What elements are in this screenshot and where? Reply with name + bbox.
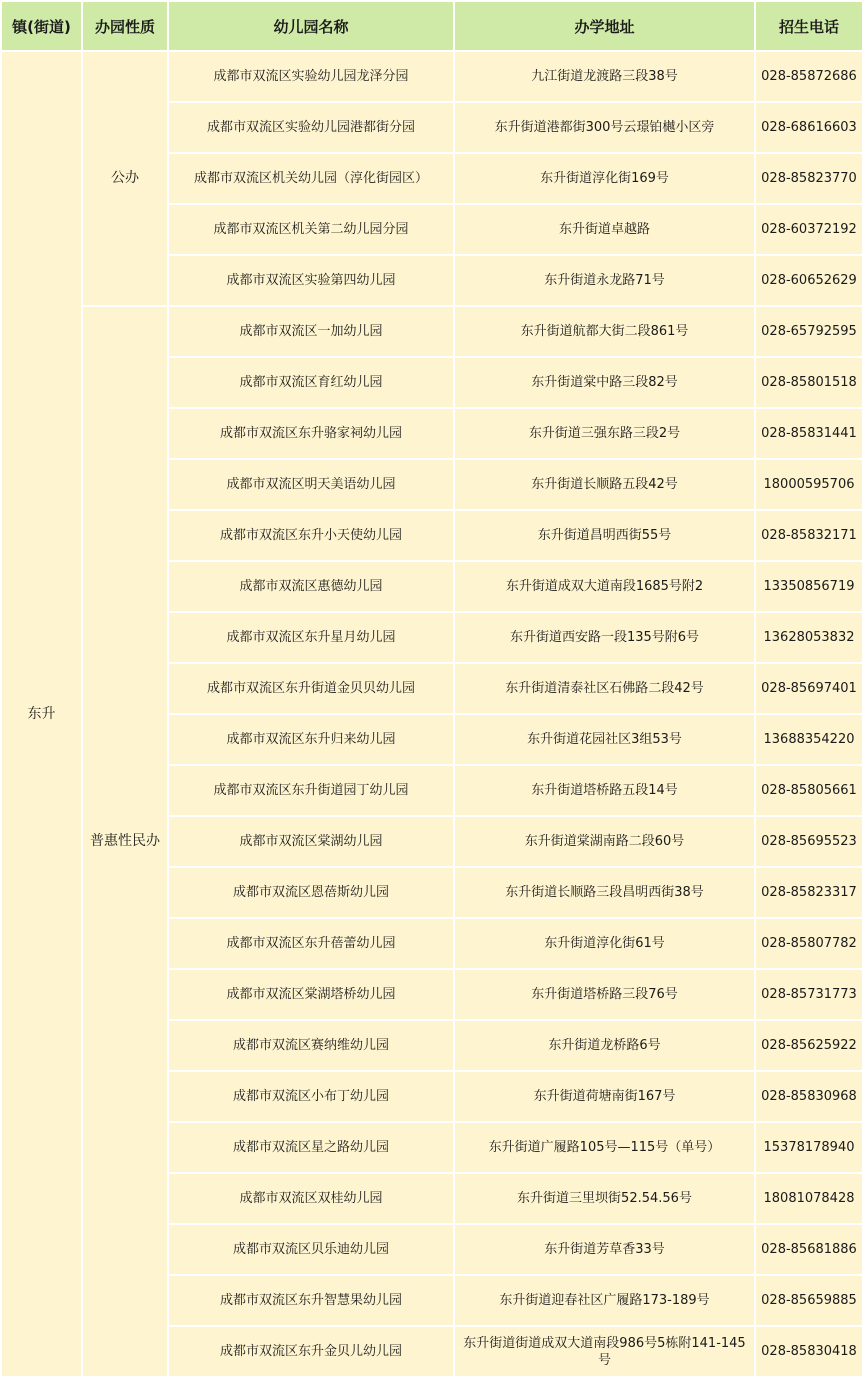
address-text: 东升街道迎春社区广履路173-189号 (499, 1293, 710, 1308)
address-cell (455, 970, 754, 1019)
kindergarten-name-cell: 成都市双流区东升骆家祠幼儿园 (169, 409, 453, 458)
phone-cell: 028-85807782 (756, 919, 862, 968)
kindergarten-name-cell: 成都市双流区东升街道金贝贝幼儿园 (169, 664, 453, 713)
address-cell (455, 613, 754, 662)
phone-cell: 028-85695523 (756, 817, 862, 866)
phone-cell: 028-85625922 (756, 1021, 862, 1070)
address-text: 东升街道芳草香33号 (544, 1242, 665, 1257)
address-cell (455, 1072, 754, 1121)
header-name: 幼儿园名称 (169, 2, 453, 50)
kindergarten-name-cell: 成都市双流区育红幼儿园 (169, 358, 453, 407)
address-text: 东升街道长顺路三段昌明西街38号 (505, 885, 704, 900)
phone-cell: 028-85731773 (756, 970, 862, 1019)
kindergarten-name-cell: 成都市双流区星之路幼儿园 (169, 1123, 453, 1172)
phone-cell: 028-85681886 (756, 1225, 862, 1274)
address-text: 东升街道三里坝街52.54.56号 (517, 1191, 692, 1206)
address-cell (455, 562, 754, 611)
address-text: 九江街道龙渡路三段38号 (531, 69, 678, 84)
phone-cell: 028-85830418 (756, 1327, 862, 1376)
address-text: 东升街道航都大街二段861号 (520, 324, 689, 339)
phone-cell: 028-85832171 (756, 511, 862, 560)
address-text: 东升街道街道成双大道南段986号5栋附141-145号 (463, 1335, 746, 1368)
table-body (2, 52, 862, 1376)
address-cell (455, 919, 754, 968)
address-text: 东升街道荷塘南街167号 (533, 1089, 676, 1104)
address-text: 东升街道长顺路五段42号 (531, 477, 678, 492)
phone-cell: 028-85659885 (756, 1276, 862, 1325)
kindergarten-name-cell: 成都市双流区实验第四幼儿园 (169, 256, 453, 305)
address-cell (455, 154, 754, 203)
address-cell (455, 256, 754, 305)
phone-cell: 028-85801518 (756, 358, 862, 407)
address-text: 东升街道龙桥路6号 (548, 1038, 661, 1053)
phone-cell: 18000595706 (756, 460, 862, 509)
address-text: 东升街道港都街300号云璟铂樾小区旁 (494, 120, 715, 135)
address-text: 东升街道三强东路三段2号 (528, 426, 681, 441)
header-row (2, 2, 862, 50)
address-text: 东升街道塔桥路五段14号 (531, 783, 678, 798)
address-text: 东升街道西安路一段135号附6号 (509, 630, 700, 645)
address-cell (455, 205, 754, 254)
address-cell (455, 1174, 754, 1223)
header-type: 办园性质 (83, 2, 167, 50)
address-cell (455, 511, 754, 560)
phone-cell: 028-60652629 (756, 256, 862, 305)
phone-cell: 028-85823317 (756, 868, 862, 917)
kindergarten-name-cell: 成都市双流区东升蓓蕾幼儿园 (169, 919, 453, 968)
header-phone: 招生电话 (756, 2, 862, 50)
town-cell: 东升 (2, 52, 81, 1376)
address-cell (455, 868, 754, 917)
phone-cell: 13628053832 (756, 613, 862, 662)
address-text: 东升街道塔桥路三段76号 (531, 987, 678, 1002)
header-town: 镇(街道) (2, 2, 81, 50)
address-cell (455, 1021, 754, 1070)
phone-cell: 028-65792595 (756, 307, 862, 356)
table-row (2, 307, 862, 356)
address-cell (455, 307, 754, 356)
address-cell (455, 460, 754, 509)
phone-cell: 028-85872686 (756, 52, 862, 101)
kindergarten-name-cell: 成都市双流区棠湖幼儿园 (169, 817, 453, 866)
phone-cell: 13350856719 (756, 562, 862, 611)
kindergarten-name-cell: 成都市双流区棠湖塔桥幼儿园 (169, 970, 453, 1019)
phone-cell: 028-60372192 (756, 205, 862, 254)
phone-cell: 028-85823770 (756, 154, 862, 203)
address-cell (455, 817, 754, 866)
address-cell (455, 1327, 754, 1376)
phone-cell: 028-85697401 (756, 664, 862, 713)
kindergarten-name-cell: 成都市双流区实验幼儿园龙泽分园 (169, 52, 453, 101)
kindergarten-name-cell: 成都市双流区东升智慧果幼儿园 (169, 1276, 453, 1325)
kindergarten-name-cell: 成都市双流区一加幼儿园 (169, 307, 453, 356)
phone-cell: 028-68616603 (756, 103, 862, 152)
address-text: 东升街道棠湖南路二段60号 (524, 834, 685, 849)
school-type-cell: 公办 (83, 52, 167, 305)
address-cell (455, 358, 754, 407)
kindergarten-name-cell: 成都市双流区赛纳维幼儿园 (169, 1021, 453, 1070)
address-cell (455, 664, 754, 713)
address-text: 东升街道淳化街169号 (540, 171, 669, 186)
header-address: 办学地址 (455, 2, 754, 50)
kindergarten-name-cell: 成都市双流区明天美语幼儿园 (169, 460, 453, 509)
address-cell (455, 1276, 754, 1325)
address-cell (455, 1225, 754, 1274)
table-row (2, 52, 862, 101)
address-text: 东升街道花园社区3组53号 (527, 732, 682, 747)
address-cell (455, 103, 754, 152)
phone-cell: 13688354220 (756, 715, 862, 764)
kindergarten-name-cell: 成都市双流区实验幼儿园港都街分园 (169, 103, 453, 152)
phone-cell: 18081078428 (756, 1174, 862, 1223)
school-type-cell: 普惠性民办 (83, 307, 167, 1376)
address-text: 东升街道棠中路三段82号 (531, 375, 678, 390)
address-cell (455, 766, 754, 815)
kindergarten-name-cell: 成都市双流区东升小天使幼儿园 (169, 511, 453, 560)
kindergarten-name-cell: 成都市双流区东升归来幼儿园 (169, 715, 453, 764)
phone-cell: 15378178940 (756, 1123, 862, 1172)
address-cell (455, 52, 754, 101)
address-text: 东升街道卓越路 (558, 222, 650, 237)
kindergarten-name-cell: 成都市双流区东升金贝儿幼儿园 (169, 1327, 453, 1376)
kindergarten-name-cell: 成都市双流区惠德幼儿园 (169, 562, 453, 611)
address-text: 东升街道永龙路71号 (544, 273, 665, 288)
address-text: 东升街道昌明西街55号 (537, 528, 672, 543)
address-cell (455, 409, 754, 458)
kindergarten-name-cell: 成都市双流区机关第二幼儿园分园 (169, 205, 453, 254)
kindergarten-name-cell: 成都市双流区东升街道园丁幼儿园 (169, 766, 453, 815)
kindergarten-name-cell: 成都市双流区东升星月幼儿园 (169, 613, 453, 662)
kindergarten-name-cell: 成都市双流区机关幼儿园（淳化街园区） (169, 154, 453, 203)
kindergarten-name-cell: 成都市双流区恩蓓斯幼儿园 (169, 868, 453, 917)
phone-cell: 028-85831441 (756, 409, 862, 458)
address-cell (455, 1123, 754, 1172)
kindergarten-name-cell: 成都市双流区双桂幼儿园 (169, 1174, 453, 1223)
kindergarten-name-cell: 成都市双流区小布丁幼儿园 (169, 1072, 453, 1121)
address-text: 东升街道广履路105号—115号（单号） (488, 1140, 721, 1155)
address-text: 东升街道成双大道南段1685号附2 (505, 579, 704, 594)
kindergarten-name-cell: 成都市双流区贝乐迪幼儿园 (169, 1225, 453, 1274)
address-text: 东升街道清泰社区石佛路二段42号 (505, 681, 704, 696)
address-text: 东升街道淳化街61号 (544, 936, 665, 951)
address-cell (455, 715, 754, 764)
phone-cell: 028-85805661 (756, 766, 862, 815)
phone-cell: 028-85830968 (756, 1072, 862, 1121)
